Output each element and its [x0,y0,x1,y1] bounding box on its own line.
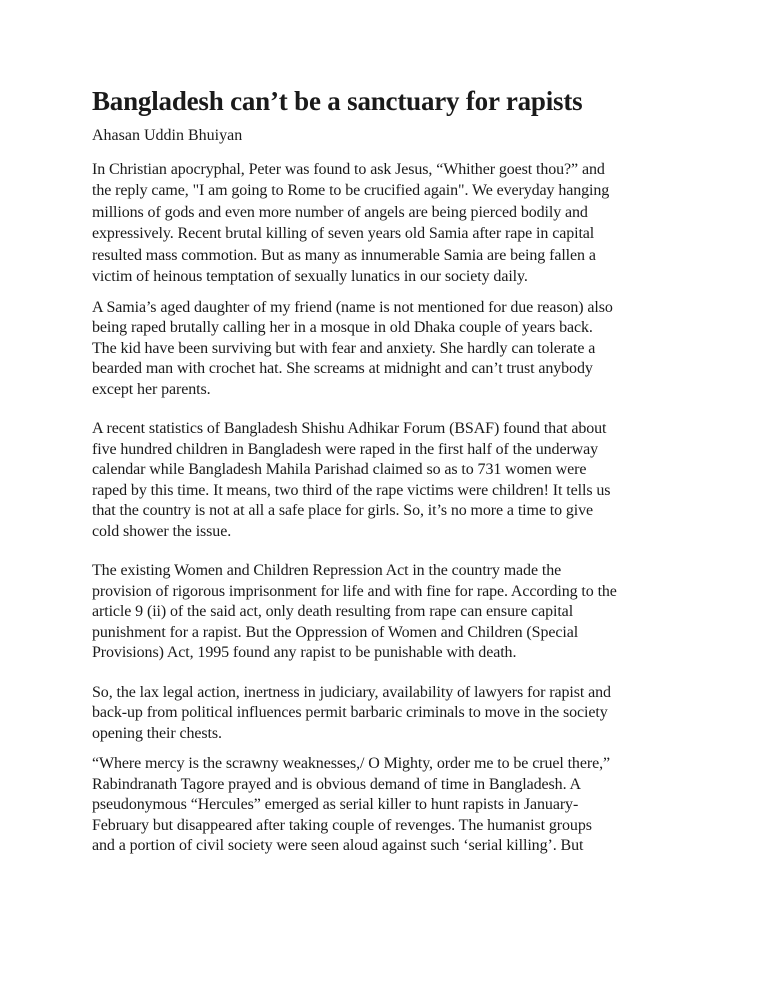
text-line: millions of gods and even more number of angels are being pierced bodily and [92,203,588,221]
text-line: Rabindranath Tagore prayed and is obvious demand of time in Bangladesh. A [92,775,581,793]
paragraph-4 [92,561,692,664]
text-line: “Where mercy is the scrawny weaknesses,/ O Mighty, order me to be cruel there,” [92,755,610,773]
text-line: A recent statistics of Bangladesh Shishu Adhikar Forum (BSAF) found that about [92,420,607,438]
text-line: article 9 (ii) of the said act, only death resulting from rape can ensure capital [92,603,574,621]
document-title: Bangladesh can’t be a sanctuary for rapists [92,86,583,116]
text-line: punishment for a rapist. But the Oppression of Women and Children (Special [92,623,579,641]
text-line: bearded man with crochet hat. She screams at midnight and can’t trust anybody [92,360,593,378]
text-line: opening their chests. [92,724,222,742]
document-author: Ahasan Uddin Bhuiyan [92,127,243,145]
paragraph-5 [92,683,692,745]
paragraph-6 [92,754,692,857]
text-line: The kid have been surviving but with fear and anxiety. She hardly can tolerate a [92,339,596,357]
text-line: So, the lax legal action, inertness in judiciary, availability of lawyers for rapist and [92,683,611,701]
text-line: five hundred children in Bangladesh were raped in the first half of the underway [92,440,599,458]
text-line: and a portion of civil society were seen aloud against such ‘serial killing’. But [92,837,584,855]
paragraph-2 [92,298,692,401]
text-line: victim of heinous temptation of sexually lunatics in our society daily. [92,268,528,286]
text-line: cold shower the issue. [92,522,232,540]
text-line: except her parents. [92,380,211,398]
text-line: Provisions) Act, 1995 found any rapist to be punishable with death. [92,644,517,662]
text-line: A Samia’s aged daughter of my friend (name is not mentioned for due reason) also [92,298,613,316]
text-line: resulted mass commotion. But as many as innumerable Samia are being fallen a [92,246,596,264]
paragraph-3 [92,419,692,542]
text-line: raped by this time. It means, two third of the rape victims were children! It tells us [92,481,611,499]
text-line: that the country is not at all a safe place for girls. So, it’s no more a time to give [92,502,594,520]
text-line: pseudonymous “Hercules” emerged as serial killer to hunt rapists in January- [92,796,579,814]
paragraph-1 [92,159,692,288]
text-line: calendar while Bangladesh Mahila Parishad claimed so as to 731 women were [92,461,587,479]
text-line: February but disappeared after taking couple of revenges. The humanist groups [92,816,592,834]
text-line: back-up from political influences permit barbaric criminals to move in the society [92,704,608,722]
text-line: In Christian apocryphal, Peter was found to ask Jesus, “Whither goest thou?” and [92,160,605,178]
text-line: being raped brutally calling her in a mosque in old Dhaka couple of years back. [92,319,593,337]
text-line: provision of rigorous imprisonment for life and with fine for rape. According to the [92,582,617,600]
text-line: The existing Women and Children Repression Act in the country made the [92,562,562,580]
document-page [92,86,692,865]
text-line: the reply came, "I am going to Rome to be crucified again". We everyday hanging [92,182,610,200]
text-line: expressively. Recent brutal killing of seven years old Samia after rape in capital [92,225,595,243]
